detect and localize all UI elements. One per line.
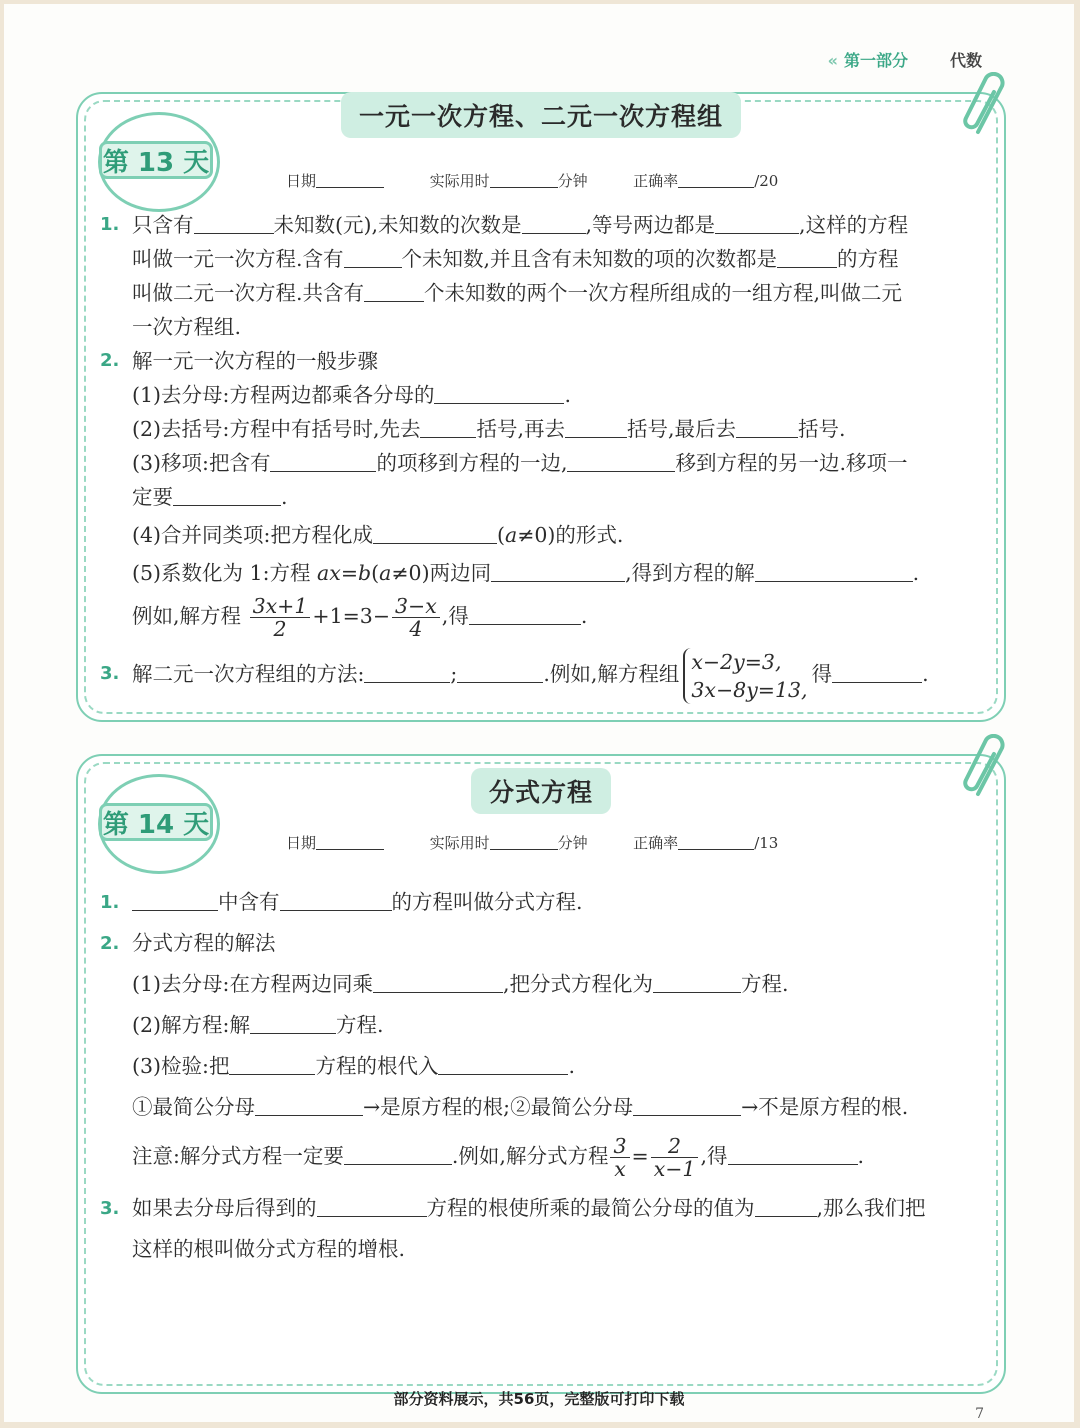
day13-badge (98, 112, 220, 212)
question-2: 2. 解一元一次方程的一般步骤 (100, 349, 378, 373)
step-3: (3)检验:把 方程的根代入 . (132, 1054, 575, 1078)
day13-meta: 日期 实际用时 分钟 正确率 /20 (286, 172, 779, 190)
day14-badge (98, 774, 220, 874)
double-chevron-icon: « (827, 51, 838, 70)
question-3: 3. 如果去分母后得到的 方程的根使所乘的最简公分母的值为 ,那么我们把 这样的根叫做分式方程的增根. (100, 1196, 926, 1261)
example-equation: 例如,解方程 $\frac{3x+1}{2}$ +1=3− $\frac{3-x}{4}$ ,得 . (132, 594, 588, 641)
day14-title: 分式方程 (471, 768, 611, 814)
fraction: $\frac{3}{x}$ (610, 1135, 629, 1180)
fraction: $\frac{2}{x-1}$ (651, 1135, 699, 1180)
day13-badge-label: 第 13 天 (99, 141, 213, 179)
running-head (828, 48, 982, 71)
day14-body (100, 882, 988, 1270)
day13-title: 一元一次方程、二元一次方程组 (341, 92, 741, 138)
step-2: (2)去括号:方程中有括号时,先去 括号,再去 括号,最后去 括号. (132, 417, 846, 441)
day13-body (100, 208, 988, 704)
day13-card (76, 92, 1006, 722)
day14-meta: 日期 实际用时 分钟 正确率 /13 (286, 834, 779, 852)
day14-badge-label: 第 14 天 (99, 803, 213, 841)
date-blank[interactable] (316, 172, 384, 188)
question-2: 2. 分式方程的解法 (100, 931, 276, 955)
fraction: $\frac{3-x}{4}$ (392, 595, 440, 640)
step-5: (5)系数化为 1:方程 ax=b(a≠0)两边同 ,得到方程的解 . (132, 561, 920, 585)
equation-system: x−2y=3, 3x−8y=13, (683, 648, 807, 704)
step-3: (3)移项:把含有 的项移到方程的一边, 移到方程的另一边.移项一 定要 . (132, 451, 908, 509)
step-1: (1)去分母:在方程两边同乘 ,把分式方程化为 方程. (132, 972, 789, 996)
footer-note: 部分资料展示，共56页，完整版可打印下载 (393, 1390, 685, 1408)
step-4: (4)合并同类项:把方程化成 (a≠0)的形式. (132, 523, 624, 547)
question-1: 1. 只含有 未知数(元),未知数的次数是 ,等号两边都是 ,这样的方程 叫做一元一次方程.含有 个未知数,并且含有未知数的项的次数都是 的方程 叫做二元一次方程.共含有 个未知数的两个一次方程所组成的一组方程,叫做二元 一次方程组. (100, 213, 909, 339)
question-3: 3. 解二元一次方程组的方法: ; .例如,解方程组x−2y=3, 3x−8y=13,得 . (100, 649, 929, 702)
part-label: 第一部分 (843, 51, 908, 70)
page-number: 7 (975, 1406, 984, 1422)
note: 注意:解分式方程一定要 .例如,解分式方程 $\frac{3}{x}$ = $\frac{2}{x-1}$ ,得 . (132, 1134, 865, 1181)
worksheet-page (4, 4, 1074, 1422)
subject-label: 代数 (949, 51, 982, 70)
step-4: ①最简公分母 →是原方程的根;②最简公分母 →不是原方程的根. (132, 1095, 909, 1119)
paperclip-icon (958, 72, 1018, 142)
step-1: (1)去分母:方程两边都乘各分母的 . (132, 383, 571, 407)
fraction: $\frac{3x+1}{2}$ (250, 595, 311, 640)
paperclip-icon (958, 734, 1018, 804)
step-2: (2)解方程:解 方程. (132, 1013, 384, 1037)
question-1: 1. 中含有 的方程叫做分式方程. (100, 890, 583, 914)
day14-card (76, 754, 1006, 1394)
